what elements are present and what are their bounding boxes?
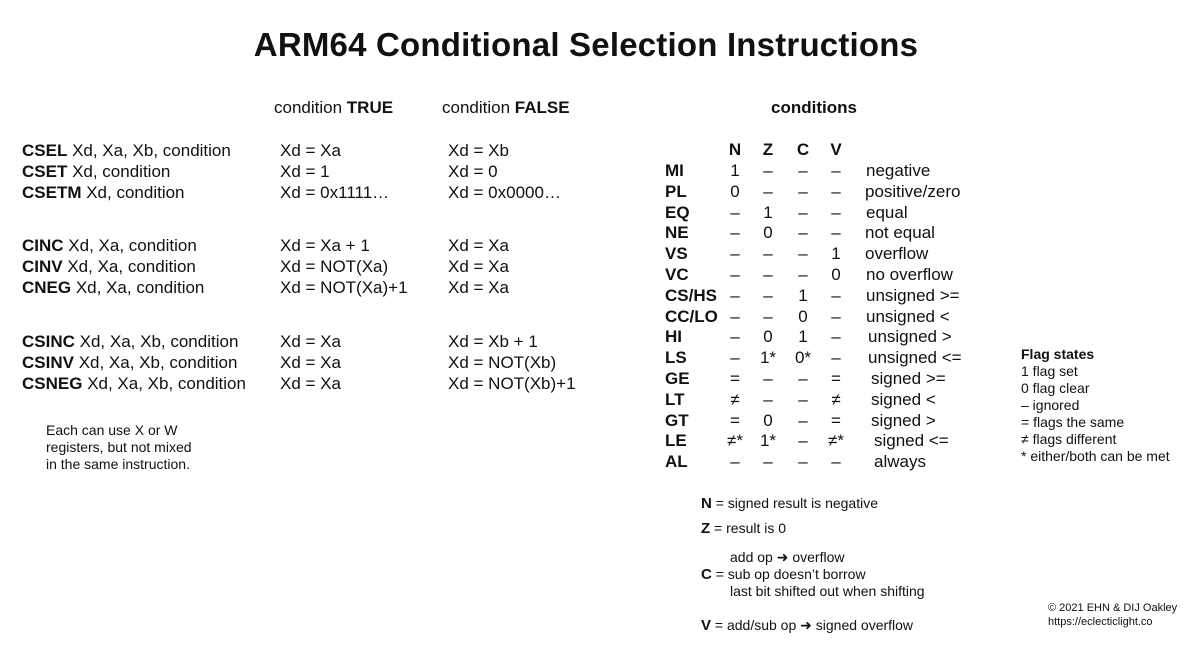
flag-value: – <box>730 452 740 472</box>
condition-meaning: unsigned >= <box>866 285 960 305</box>
instruction-row <box>22 161 170 182</box>
flag-state-item: 0 flag clear <box>1021 380 1090 396</box>
flag-value: – <box>831 181 841 201</box>
result-if-true: Xd = Xa <box>280 374 341 393</box>
flag-value: – <box>763 244 773 264</box>
instruction-operands: Xd, Xa, Xb, condition <box>73 353 238 372</box>
condition-meaning: unsigned <= <box>868 348 962 368</box>
flag-value: – <box>763 181 773 201</box>
instruction-mnemonic: CSINC <box>22 332 75 351</box>
flag-value: 0 <box>798 306 808 326</box>
website-line: https://eclecticlight.co <box>1048 616 1153 628</box>
flag-value: – <box>763 452 773 472</box>
definition-text: = signed result is negative <box>711 495 878 511</box>
header-false-prefix: condition <box>442 98 515 117</box>
condition-meaning: always <box>874 452 926 472</box>
result-if-true: Xd = Xa <box>280 353 341 372</box>
instruction-operands: Xd, condition <box>67 162 171 181</box>
header-condition-true <box>274 98 393 118</box>
flag-value: – <box>831 161 841 180</box>
result-if-true: Xd = Xa + 1 <box>280 236 370 255</box>
flag-value: = <box>831 410 841 430</box>
instruction-mnemonic: CNEG <box>22 278 72 297</box>
credit <box>1048 601 1177 629</box>
flag-value: – <box>730 202 740 222</box>
flag-value: – <box>798 452 808 472</box>
conditions-heading: conditions <box>771 98 857 117</box>
header-false-word: FALSE <box>514 98 570 117</box>
instruction-mnemonic: CSINV <box>22 353 74 372</box>
instruction-row <box>22 352 237 373</box>
instruction-row <box>22 277 204 298</box>
flag-value: – <box>798 161 808 180</box>
condition-meaning: signed < <box>871 389 936 409</box>
definition-z <box>701 520 786 537</box>
flag-column-header: V <box>830 140 842 159</box>
register-note-line: Each can use X or W <box>46 422 178 438</box>
definition-text: = sub op doesn’t borrow <box>711 566 866 582</box>
definition-key: N <box>701 495 712 512</box>
instruction-mnemonic: CSNEG <box>22 374 83 393</box>
condition-code: NE <box>665 223 689 243</box>
flag-value: = <box>831 369 841 388</box>
definition-text: = result is 0 <box>710 520 787 536</box>
flag-state-item: – ignored <box>1021 397 1080 413</box>
flag-states-legend <box>1021 346 1170 465</box>
condition-meaning: signed >= <box>871 369 946 388</box>
instruction-row <box>22 235 197 256</box>
condition-code: AL <box>665 452 688 472</box>
result-if-false: Xd = 0x0000… <box>448 183 561 202</box>
flag-state-item: * either/both can be met <box>1021 448 1170 464</box>
condition-meaning: positive/zero <box>865 181 961 201</box>
condition-meaning: signed > <box>871 410 936 430</box>
instruction-row <box>22 256 196 277</box>
flag-value: – <box>730 348 740 368</box>
flag-value: = <box>730 410 740 430</box>
instruction-operands: Xd, Xa, condition <box>62 257 196 276</box>
condition-code: LS <box>665 348 687 368</box>
definition-v <box>701 617 913 634</box>
flag-value: 1 <box>763 202 773 222</box>
result-if-true: Xd = Xa <box>280 332 341 351</box>
condition-meaning: signed <= <box>874 431 949 451</box>
flag-value: 1 <box>798 285 808 305</box>
instruction-mnemonic: CSET <box>22 162 68 181</box>
flag-column-header: C <box>796 140 810 159</box>
flag-value: – <box>730 265 740 284</box>
flag-value: – <box>798 431 808 451</box>
register-note-line: in the same instruction. <box>46 456 190 472</box>
flag-value: – <box>730 223 740 243</box>
flag-value: – <box>798 181 808 201</box>
flag-value: 1* <box>759 431 777 451</box>
header-true-word: TRUE <box>346 98 394 117</box>
flag-value: – <box>798 202 808 222</box>
flag-value: – <box>798 410 808 430</box>
condition-code: MI <box>665 161 684 180</box>
register-note-line: registers, but not mixed <box>46 439 192 455</box>
flag-value: 0 <box>831 265 841 284</box>
condition-code: LE <box>665 431 687 451</box>
instruction-mnemonic: CINC <box>22 236 64 255</box>
condition-code: EQ <box>665 202 690 222</box>
condition-code: VS <box>665 244 688 264</box>
flag-value: – <box>798 223 808 243</box>
definition-c-line3: last bit shifted out when shifting <box>730 583 925 599</box>
definition-text: = add/sub op ➜ signed overflow <box>711 617 914 633</box>
flag-value: – <box>730 327 740 347</box>
flag-value: 0 <box>763 223 773 243</box>
condition-code: CS/HS <box>665 285 717 305</box>
instruction-mnemonic: CSEL <box>22 141 68 160</box>
flag-value: – <box>831 348 841 368</box>
flag-value: – <box>763 265 773 284</box>
condition-code: GE <box>665 369 690 388</box>
instruction-operands: Xd, Xa, Xb, condition <box>82 374 246 393</box>
condition-meaning: no overflow <box>866 265 953 284</box>
flag-column-header: N <box>728 140 742 159</box>
definition-c <box>701 566 866 583</box>
definition-key: C <box>701 566 712 583</box>
instruction-mnemonic: CSETM <box>22 183 82 202</box>
flag-value: – <box>831 223 841 243</box>
flag-value: – <box>730 285 740 305</box>
flag-value: ≠* <box>828 431 844 451</box>
condition-meaning: overflow <box>865 244 929 264</box>
flag-value: – <box>798 369 808 388</box>
result-if-true: Xd = 1 <box>280 162 330 181</box>
flag-value: – <box>831 285 841 305</box>
flag-value: 0 <box>763 410 773 430</box>
instruction-operands: Xd, condition <box>81 183 185 202</box>
flag-value: 1 <box>831 244 841 264</box>
flag-value: – <box>730 244 740 264</box>
instruction-row <box>22 182 185 203</box>
flag-value: – <box>798 389 808 409</box>
condition-code: LT <box>665 389 685 409</box>
condition-meaning: negative <box>866 161 931 180</box>
flag-value: – <box>763 285 773 305</box>
flag-value: – <box>763 161 773 180</box>
result-if-false: Xd = Xa <box>448 278 509 297</box>
flag-value: 0* <box>794 348 812 368</box>
result-if-true: Xd = 0x1111… <box>280 183 390 202</box>
result-if-false: Xd = NOT(Xb)+1 <box>448 374 576 393</box>
definition-key: V <box>701 617 712 634</box>
flag-states-heading: Flag states <box>1021 346 1095 362</box>
flag-column-header: Z <box>762 140 774 159</box>
result-if-true: Xd = NOT(Xa)+1 <box>280 278 408 297</box>
flag-value: 1* <box>759 348 777 368</box>
result-if-false: Xd = 0 <box>448 162 498 181</box>
result-if-true: Xd = NOT(Xa) <box>280 257 389 276</box>
flag-value: 1 <box>798 327 808 347</box>
flag-value: – <box>798 265 808 284</box>
flag-value: – <box>798 244 808 264</box>
flag-value: – <box>831 202 841 222</box>
instruction-row <box>22 373 246 394</box>
flag-value: = <box>730 369 740 388</box>
flag-value: 0 <box>763 327 773 347</box>
definition-key: Z <box>701 520 711 537</box>
flag-value: ≠ <box>730 389 740 409</box>
flag-value: – <box>831 327 841 347</box>
result-if-false: Xd = Xa <box>448 257 509 276</box>
definition-c-line1: add op ➜ overflow <box>730 549 845 565</box>
condition-code: PL <box>665 181 687 201</box>
flag-value: 1 <box>730 161 740 180</box>
flag-value: 0 <box>730 181 740 201</box>
instruction-operands: Xd, Xa, Xb, condition <box>74 332 239 351</box>
result-if-false: Xd = NOT(Xb) <box>448 353 557 372</box>
condition-code: VC <box>665 265 689 284</box>
condition-code: HI <box>665 327 682 347</box>
page-title: ARM64 Conditional Selection Instructions <box>253 26 919 63</box>
copyright-line: © 2021 EHN & DIJ Oakley <box>1048 602 1178 614</box>
flag-value: – <box>763 389 773 409</box>
condition-meaning: unsigned > <box>868 327 952 347</box>
condition-meaning: not equal <box>865 223 935 243</box>
definition-n <box>701 495 878 512</box>
instruction-operands: Xd, Xa, condition <box>71 278 205 297</box>
flag-value: – <box>763 369 773 388</box>
register-note <box>46 422 192 473</box>
instruction-operands: Xd, Xa, Xb, condition <box>67 141 231 160</box>
flag-value: – <box>831 452 841 472</box>
instruction-mnemonic: CINV <box>22 257 63 276</box>
flag-value: – <box>831 306 841 326</box>
condition-code: GT <box>665 410 689 430</box>
instruction-row <box>22 140 231 161</box>
flag-state-item: 1 flag set <box>1021 363 1078 379</box>
instruction-row <box>22 331 238 352</box>
result-if-false: Xd = Xb + 1 <box>448 332 538 351</box>
result-if-true: Xd = Xa <box>280 141 341 160</box>
flag-value: – <box>730 306 740 326</box>
flag-value: ≠ <box>831 389 841 409</box>
instruction-operands: Xd, Xa, condition <box>63 236 197 255</box>
flag-value: ≠* <box>727 431 743 451</box>
flag-value: – <box>763 306 773 326</box>
result-if-false: Xd = Xa <box>448 236 509 255</box>
condition-code: CC/LO <box>665 306 718 326</box>
header-true-prefix: condition <box>274 98 347 117</box>
flag-state-item: = flags the same <box>1021 414 1125 430</box>
header-condition-false <box>442 98 570 118</box>
result-if-false: Xd = Xb <box>448 141 509 160</box>
flag-state-item: ≠ flags different <box>1021 431 1117 447</box>
condition-meaning: equal <box>866 202 908 222</box>
condition-meaning: unsigned < <box>866 306 950 326</box>
